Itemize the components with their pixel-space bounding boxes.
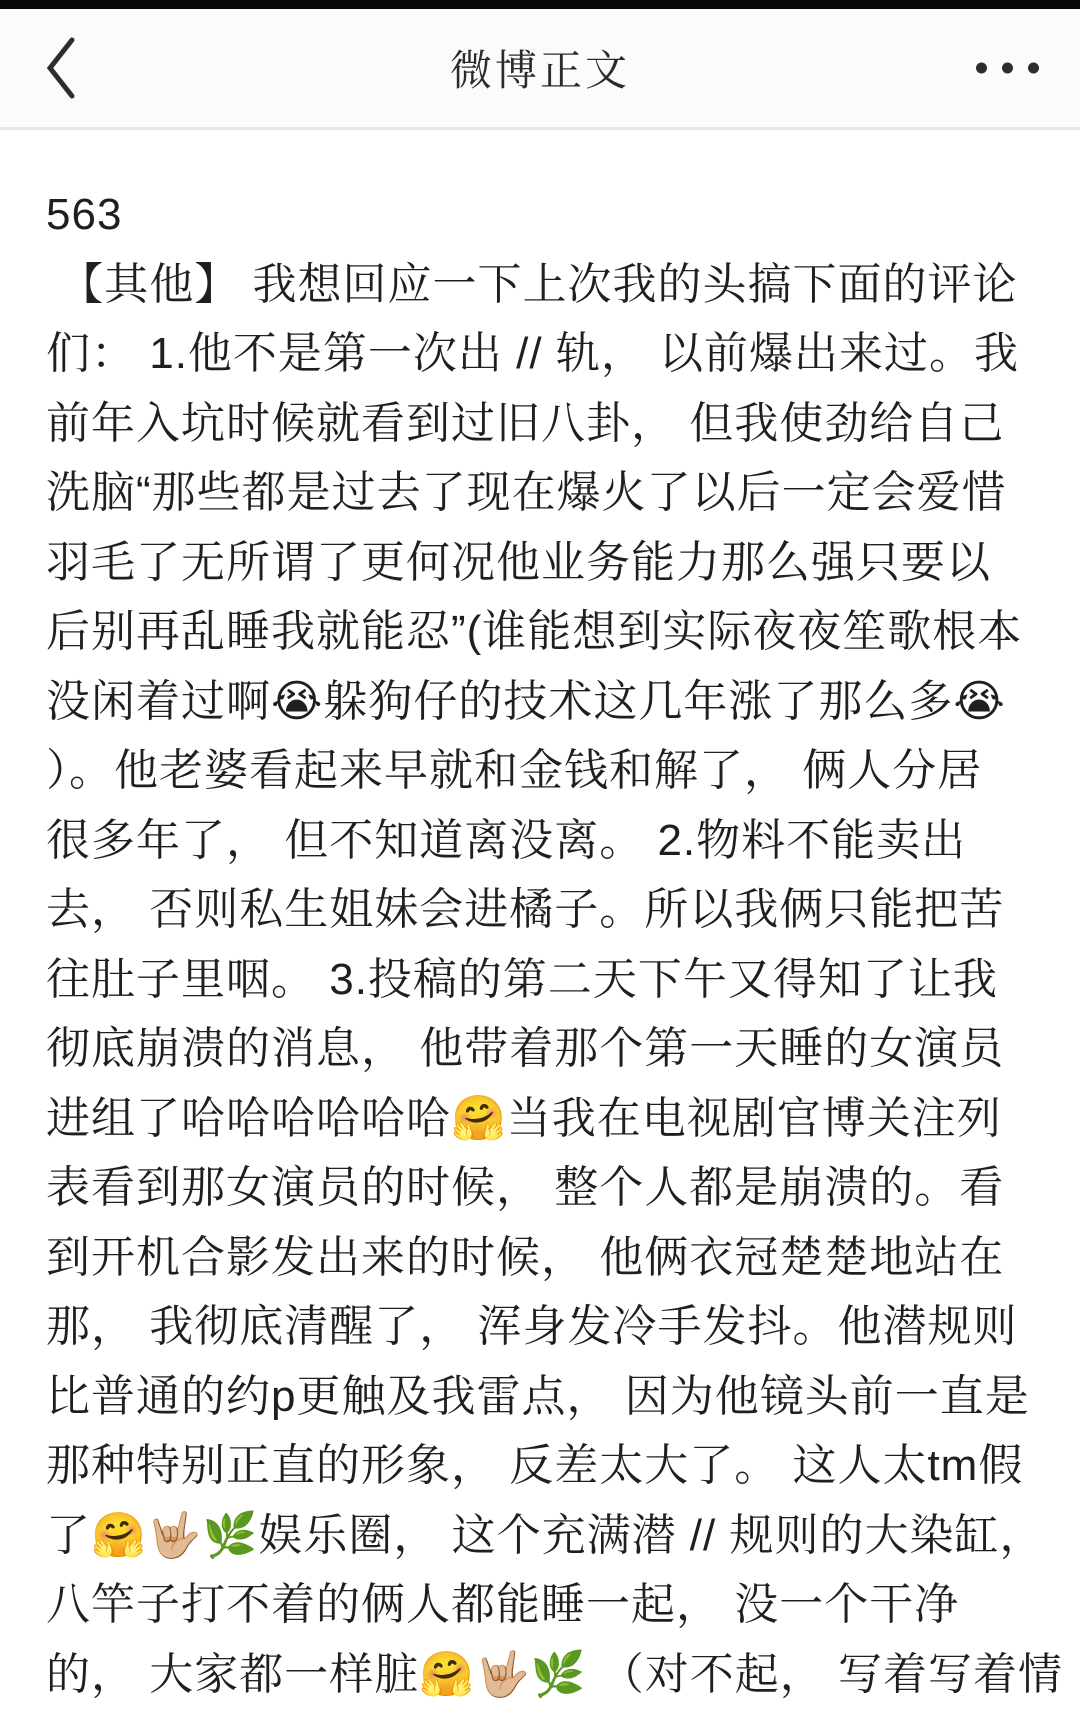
post-line: 往肚子里咽。 3.投稿的第二天下午又得知了让我 — [46, 954, 998, 1004]
post-content — [0, 130, 1080, 1709]
ellipsis-dot-icon — [976, 63, 987, 74]
post-line: 很多年了， 但不知道离没离。 2.物料不能卖出 — [46, 815, 967, 865]
post-line: 羽毛了无所谓了更何况他业务能力那么强只要以 — [46, 537, 991, 587]
post-line: 去， 否则私生姐妹会进橘子。所以我俩只能把苦 — [46, 885, 1005, 934]
post-line: 洗脑“那些都是过去了现在爆火了以后一定会爱惜 — [46, 468, 1007, 517]
post-line: 了🤗🤟🏼🌿娱乐圈， 这个充满潜 // 规则的大染缸， — [46, 1510, 1045, 1560]
post-line: 们： 1.他不是第一次出 // 轨， 以前爆出来过。我 — [46, 329, 1020, 378]
post-line: 前年入坑时候就看到过旧八卦， 但我使劲给自己 — [46, 398, 1005, 448]
screen-top-edge — [0, 0, 1080, 9]
navbar — [0, 9, 1080, 130]
post-line: 那， 我彻底清醒了， 浑身发冷手发抖。他潜规则 — [46, 1302, 1018, 1351]
post-line: 的， 大家都一样脏🤗🤟🏼🌿 （对不起， 写着写着情 — [46, 1649, 1064, 1699]
post-line: 比普通的约p更触及我雷点， 因为他镜头前一直是 — [46, 1371, 1030, 1421]
post-number: 563 — [46, 190, 123, 239]
page-title: 微博正文 — [449, 47, 630, 94]
post-line: 进组了哈哈哈哈哈哈🤗当我在电视剧官博关注列 — [46, 1093, 1002, 1143]
post-line: ）。他老婆看起来早就和金钱和解了， 俩人分居 — [46, 746, 983, 795]
post-line: 后别再乱睡我就能忍”(谁能想到实际夜夜笙歌根本 — [46, 607, 1023, 656]
more-button[interactable] — [968, 55, 1047, 82]
post-line: 彻底崩溃的消息， 他带着那个第一天睡的女演员 — [46, 1024, 1005, 1073]
post-line: 那种特别正直的形象， 反差太大了。 这人太tm假 — [46, 1441, 1024, 1490]
post-line: 没闲着过啊😭躲狗仔的技术这几年涨了那么多😭 — [46, 676, 1006, 726]
chevron-left-icon — [44, 33, 78, 103]
ellipsis-dot-icon — [1028, 63, 1039, 74]
post-line: 【其他】 我想回应一下上次我的头搞下面的评论 — [46, 259, 1018, 309]
post-line: 表看到那女演员的时候， 整个人都是崩溃的。看 — [46, 1163, 1005, 1212]
ellipsis-dot-icon — [1002, 63, 1013, 74]
post-line: 八竿子打不着的俩人都能睡一起， 没一个干净 — [46, 1580, 960, 1629]
back-button[interactable] — [40, 29, 82, 107]
post-line: 到开机合影发出来的时候， 他俩衣冠楚楚地站在 — [46, 1232, 1005, 1282]
